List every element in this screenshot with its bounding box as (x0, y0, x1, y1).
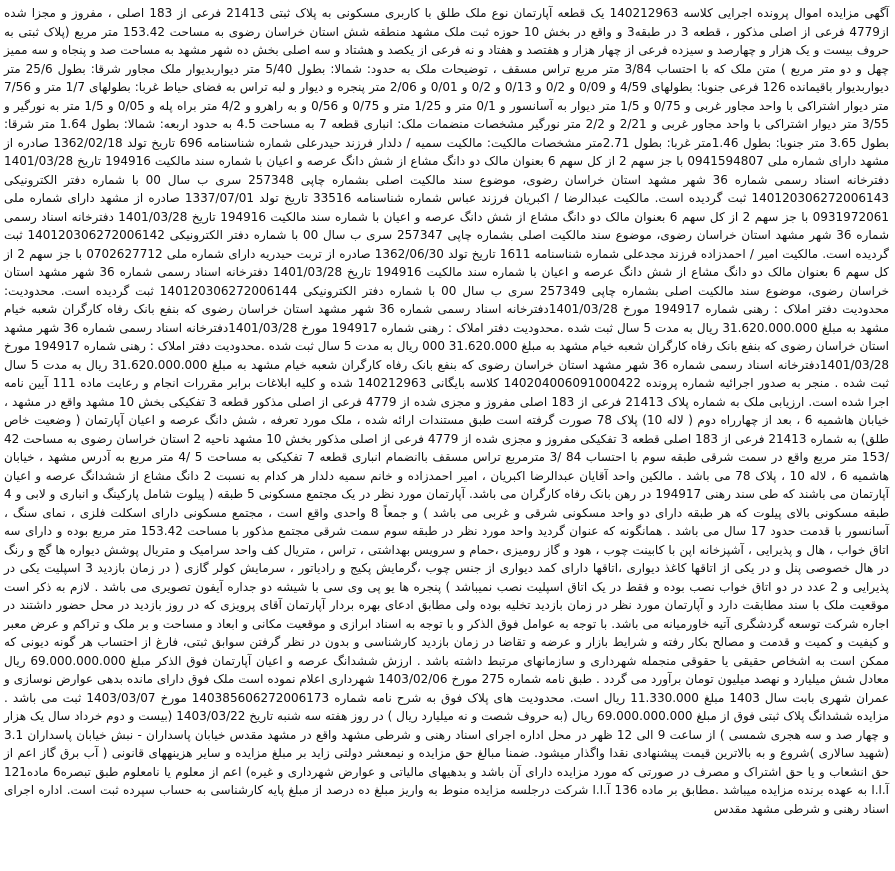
auction-notice-text: آگهی مزایده اموال پرونده اجرایی کلاسه 140212963 یک قطعه آپارتمان نوع ملک طلق با کاربری مسکونی به پلاک ثبتی 21413 فرعی از 183 اصلی ، مفروز و مجزا شده از4779 فرعی از اصلی مذکور ، قطعه 3 در طبقه3 و واقع در بخش 10 حوزه ثبت ملک مشهد منطقه شش استان خراسان رضوی به مساحت 153.42 متر مربع (پلاک ثبتی به حروف بیست و یک هزار و چهارصد و سیزده فرعی از چهار هزار و هفتصد و هفتاد و نه فرعی از یکصد و هشتاد و سه اصلی بخش ده شهر مشهد به مساحت صد و پنجاه و سه ممیز چهل و دو متر مربع ) متن ملک که با احتساب 3/84 متر مربع تراس مسقف ، توضیحات ملک به حدود: شمالا: بطول 5/40 متر دیواربدیوار ملک مجاور شرقا: بطول 25/6 متر دیواربدیوار باقیمانده 126 فرعی جنوبا: بطولهای 4/59 و 0/09 و 0/2 و 0/13 و 0/2 و 0/01 و 2/06 متر پنجره و دیوار و لبه تراس به فضای حیاط غربا: بطولهای 1/7 متر و 7/56 متر دیوار اشتراکی با واحد مجاور غربی و 0/75 و 1/5 متر دیوار به آسانسور و 0/1 متر و 1/25 متر و 0/75 و 0/56 و به راهرو و 4/2 متر براه پله و 0/05 و 1/5 متر به نورگیر و 3/55 متر دیوار اشتراکی با واحد مجاور غربی و 2/21 و 2/2 متر نورگیر مشخصات منضمات ملک: انباری قطعه 7 به مساحت 4.5 به حدود اربعه: شمالا: بطول 1.64 متر شرقا: بطول 3.65 متر جنوبا: بطول 1.46متر غربا: بطول 2.71متر مشخصات مالکیت: مالکیت سمیه / دلدار فرزند حیدرعلی شماره شناسنامه 696 تاریخ تولد 1362/02/18 صادره از مشهد دارای شماره ملی 0941594807 با جز سهم 2 از کل سهم 6 بعنوان مالک دو دانگ مشاع از شش دانگ عرصه و اعیان با شماره سند مالکیت 194916 تاریخ 1401/03/28 دفترخانه اسناد رسمی شماره 36 شهر مشهد استان خراسان رضوی، موضوع سند مالکیت اصلی بشماره چاپی 257348 سری ب سال 00 با شماره دفتر الکترونیکی 140120306272006143 ثبت گردیده است. مالکیت عبدالرضا / اکبریان فرزند عباس شماره شناسنامه 33516 تاریخ تولد 1337/07/01 صادره از مشهد دارای شماره ملی 0931972061 با جز سهم 2 از کل سهم 6 بعنوان مالک دو دانگ مشاع از شش دانگ عرصه و اعیان با شماره سند مالکیت 194916 تاریخ 1401/03/28 دفترخانه اسناد رسمی شماره 36 شهر مشهد استان خراسان رضوی، موضوع سند مالکیت اصلی بشماره چاپی 257347 سری ب سال 00 با شماره دفتر الکترونیکی 140120306272006142 ثبت گردیده است. مالکیت امیر / احمدزاده فرزند مجدعلی شماره شناسنامه 1611 تاریخ تولد 1362/06/30 صادره از تربت حیدریه دارای شماره ملی 0702627712 با جز سهم 2 از کل سهم 6 بعنوان مالک دو دانگ مشاع از شش دانگ عرصه و اعیان با شماره سند مالکیت 194916 تاریخ 1401/03/28 دفترخانه اسناد رسمی شماره 36 شهر مشهد استان خراسان رضوی، موضوع سند مالکیت اصلی بشماره چاپی 257349 سری ب سال 00 با شماره دفتر الکترونیکی 140120306272006144 ثبت گردیده است. محدودیت: محدودیت دفتر املاک : رهنی شماره 194917 مورخ 1401/03/28دفترخانه اسناد رسمی شماره 36 شهر مشهد استان خراسان رضوی که بنفع بانک رفاه کارگران شعبه خیام مشهد به مبلغ 31.620.000.000 ریال به مدت 5 سال ثبت شده .محدودیت دفتر املاک : رهنی شماره 194917 مورخ 1401/03/28دفترخانه اسناد رسمی شماره 36 شهر مشهد استان خراسان رضوی که بنفع بانک رفاه کارگران شعبه خیام مشهد به مبلغ 31.620.000 000 ریال به مدت 5 سال ثبت شده .محدودیت دفتر املاک : رهنی شماره 194917 مورخ 1401/03/28دفترخانه اسناد رسمی شماره 36 شهر مشهد استان خراسان رضوی که بنفع بانک رفاه کارگران شعبه خیام مشهد به مبلغ 31.620.000.000 ریال به مدت 5 سال ثبت شده . منجر به صدور اجرائیه شماره پرونده 140204006091000422 کلاسه بایگانی 140212963 شده و کلیه ابلاغات برابر مقررات انجام و رعایت ماده 111 آیین نامه اجرا شده است. ارزیابی ملک به شماره پلاک 21413 فرعی از 183 اصلی مفروز و مجزی شده از 4779 فرعی از اصلی مذکور قطعه 3 تفکیکی بخش 10 مشهد واقع در مشهد ، خیابان هاشمیه 6 ، بعد از چهارراه دوم ( لاله 10) پلاک 78 صورت گرفته است طبق مستندات ارائه شده ، ملک مورد تعرفه ، شش دانگ عرصه و اعیان آپارتمان ( وضعیت خاص طلق) به شماره 21413 فرعی از 183 اصلی قطعه 3 تفکیکی مفروز و مجزی شده از 4779 فرعی از اصلی مذکور بخش 10 مشهد ناحیه 2 استان خراسان رضوی به مساحت 42 /153 متر مربع واقع در سمت شرقی طبقه سوم با احتساب 84 /3 مترمربع تراس مسقف باانضمام انباری قطعه 7 تفکیکی به مساحت 5 /4 متر مربع به آدرس مشهد ، خیابان هاشمیه 6 ، لاله 10 ، پلاک 78 می باشد . مالکین واحد آقایان عبدالرضا اکبریان ، امیر احمدزاده و خانم سمیه دلدار هر کدام به نسبت 2 دانگ مشاع از ششدانگ عرصه و اعیان آپارتمان می باشند که طی سند رهنی 194917 در رهن بانک رفاه کارگران می باشد. آپارتمان مورد نظر در یک مجتمع مسکونی 5 طبقه ( پیلوت شامل پارکینگ و انباری و لابی و 4 طبقه مسکونی بالای پیلوت که هر طبقه دارای دو واحد مسکونی شرقی و غربی می باشد ) و جمعاً 8 واحدی واقع است ، مجتمع مسکونی دارای اسکلت فلزی ، نمای سنگ ، آسانسور با قدمت حدود 17 سال می باشد . همانگونه که عنوان گردید واحد مورد نظر در طبقه سوم سمت شرقی مجتمع مذکور با مساحت 153.42 متر مربع بوده و دارای سه اتاق خواب ، هال و پذیرایی ، آشپزخانه اپن با کابینت چوب ، هود و گاز رومیزی ،حمام و سرویس بهداشتی ، تراس ، متریال کف واحد سرامیک و متریال پوشش دیواره ها گچ و رنگ در هال خصوصی پنل و در یکی از اتاقها کاغذ دیواری ،اتاقها دارای کمد دیواری از جنس چوب ،گرمایش پکیج و رادیاتور ، سرمایش کولر گازی ( در زمان بازدید 3 اسپلیت یکی در پذیرایی و 2 عدد در دو اتاق خواب نصب بوده و فقط در یک اتاق اسپلیت نصب نمیباشد ) پنجره ها یو پی وی سی با شیشه دو جداره آیفون تصویری می باشد . لازم به ذکر است موقعیت ملک با سند مطابقت دارد و آپارتمان مورد نظر در زمان بازدید تخلیه بوده ولی مطابق ادعای بهره بردار آپارتمان آقای پرویزی که در روز بازدید در محل حضور داشتند در اجاره شرکت توسعه گردشگری آتیه خاورمیانه می باشد. با توجه به عوامل فوق الذکر و با توجه به اسناد ابرازی و موقعیت مکانی و ابعاد و مساحت و بر ملک و تراکم و عرض معبر و کیفیت و کمیت و قدمت و مصالح بکار رفته و شرایط بازار و عرضه و تقاضا در زمان بازدید کارشناسی و بدون در نظر گرفتن سوابق ثبتی، فارغ از احتساب هر گونه دیونی که ممکن است به اشخاص حقیقی یا حقوقی منجمله شهرداری و سازمانهای مرتبط داشته باشد . ارزش ششدانگ عرصه و اعیان آپارتمان فوق الذکر مبلغ 69.000.000.000 ریال معادل شش میلیارد و نهصد میلیون تومان برآورد می گردد . طبق نامه شماره 275 مورخ 1403/02/06 شهرداری اعلام نموده است ملک فوق دارای مانده بدهی عوارض نوسازی و عمران شهری بابت سال 1403 مبلغ 11.330.000 ریال است. محدودیت های پلاک فوق به شرح نامه شماره 140385606272006173 مورخ 1403/03/07 ثبت می باشد . مزایده ششدانگ پلاک ثبتی فوق از مبلغ 69.000.000.000 ریال (به حروف شصت و نه میلیارد ریال ) در روز هفته سه شنبه تاریخ 1403/03/22 (بیست و دوم خرداد سال یک هزار و چهار صد و سه هجری شمسی ) از ساعت 9 الی 12 ظهر در محل اداره اجرای اسناد رهنی و شرطی مشهد واقع در مشهد مقدس خیابان پاسداران - نبش خیابان پاسداران 3.1 (شهید سالاری )شروع و به بالاترین قیمت پیشنهادی نقدا واگذار میشود. ضمنا مبالغ حق مزایده و نیمعشر دولتی زاید بر مبلغ مزایده و سایر هزینههای قانونی ( آب برق گاز اعم از حق انشعاب و یا حق اشتراک و مصرف در صورتی که مورد مزایده دارای آن باشد و بدهیهای مالیاتی و عوارض شهرداری و غیره) اعم از معلوم یا نامعلوم طبق تبصره6 ماده121 آ.ا.ا به عهده برنده مزایده میباشد .مطابق بر ماده 136 آ.ا.ا شرکت درجلسه مزایده منوط به واریز مبلغ ده درصد از مبلغ پایه کارشناسی به حساب سپرده ثبت است. اداره اجرای اسناد رهنی و شرطی مشهد مقدس (4, 6, 890, 816)
